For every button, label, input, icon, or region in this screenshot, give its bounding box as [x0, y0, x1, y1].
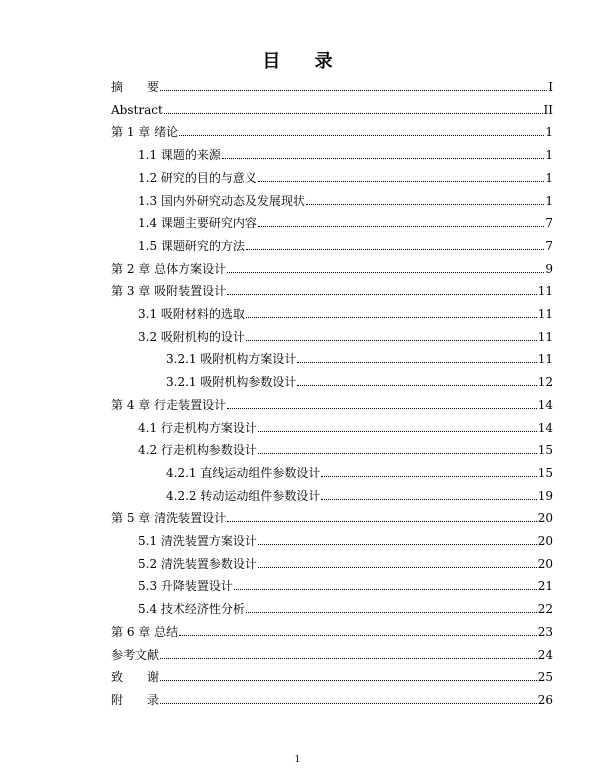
toc-entry[interactable] [166, 460, 553, 480]
toc-entry-title: 5.3 升降装置设计 [138, 579, 233, 594]
toc-entry[interactable] [111, 664, 553, 684]
toc-entry[interactable] [138, 551, 553, 571]
toc-entry-page: 11 [537, 307, 553, 321]
toc-entry[interactable] [166, 346, 553, 366]
toc-entry-title: 3.2 吸附机构的设计 [138, 329, 245, 344]
toc-entry-title: 第 4 章 行走装置设计 [111, 397, 227, 412]
toc-entry[interactable] [138, 165, 553, 185]
toc-entry-page: 1 [545, 193, 553, 208]
toc-entry[interactable] [138, 301, 553, 321]
toc-entry-page: 1 [545, 148, 553, 163]
toc-entry[interactable] [138, 596, 553, 616]
toc-leader-dots [306, 203, 544, 205]
toc-entry-title: 1.5 课题研究的方法 [138, 238, 245, 253]
toc-leader-dots [160, 89, 547, 91]
toc-entry-title: 4.2 行走机构参数设计 [138, 443, 257, 458]
toc-entry-title: 1.4 课题主要研究内容 [138, 216, 257, 231]
toc-leader-dots [258, 543, 537, 545]
toc-leader-dots [160, 702, 537, 704]
toc-entry[interactable] [111, 97, 553, 117]
toc-leader-dots [246, 316, 537, 318]
toc-leader-dots [246, 611, 537, 613]
toc-entry[interactable] [138, 415, 553, 435]
toc-entry-title: 3.1 吸附材料的选取 [138, 307, 245, 321]
toc-leader-dots [164, 112, 543, 114]
toc-leader-dots [222, 157, 544, 159]
toc-entry-page: 22 [537, 602, 553, 617]
page-number: 1 [294, 755, 301, 765]
toc-entry[interactable] [111, 505, 553, 525]
toc-entry-page: 26 [537, 692, 553, 707]
toc-entry-title: 5.4 技术经济性分析 [138, 602, 245, 617]
toc-entry-page: 11 [537, 284, 553, 299]
toc-entry[interactable] [138, 210, 553, 230]
toc-leader-dots [258, 430, 537, 432]
toc-entry-page: 24 [537, 647, 553, 662]
toc-entry-title: 附 录 [111, 692, 160, 707]
toc-entry[interactable] [111, 74, 553, 94]
toc-entry-title: 致 谢 [111, 670, 160, 685]
toc-leader-dots [227, 293, 537, 295]
toc-leader-dots [246, 339, 537, 341]
toc-entry-page: 7 [545, 216, 553, 231]
toc-entry-page: 7 [545, 238, 553, 253]
toc-leader-dots [179, 134, 544, 136]
toc-entry-title: 1.1 课题的来源 [138, 148, 221, 163]
toc-entry-page: 14 [537, 397, 553, 412]
toc-leader-dots [227, 520, 537, 522]
toc-entry-page: 9 [545, 261, 553, 276]
toc-entry-page: 14 [537, 420, 553, 435]
toc-leader-dots [246, 248, 544, 250]
toc-entry-title: 5.1 清洗装置方案设计 [138, 534, 257, 548]
toc-entry-page: 15 [537, 443, 553, 458]
toc-entry[interactable] [111, 119, 553, 139]
toc-entry-title: 摘 要 [111, 80, 160, 94]
toc-leader-dots [227, 271, 544, 273]
toc-entry[interactable] [111, 392, 553, 412]
toc-entry[interactable] [111, 278, 553, 298]
toc-leader-dots [297, 361, 536, 363]
toc-entry[interactable] [138, 142, 553, 162]
toc-entry-title: 3.2.1 吸附机构方案设计 [166, 352, 297, 367]
toc-entry-page: 20 [537, 556, 553, 571]
toc-entry[interactable] [166, 369, 553, 389]
toc-entry-title: 第 2 章 总体方案设计 [111, 261, 227, 276]
toc-leader-dots [160, 679, 537, 681]
toc-entry-title: Abstract [111, 102, 163, 117]
toc-entry-title: 1.3 国内外研究动态及发展现状 [138, 193, 305, 208]
toc-entry-page: 21 [537, 579, 553, 594]
toc-entry[interactable] [111, 687, 553, 707]
toc-entry-page: 20 [537, 511, 553, 526]
toc-leader-dots [160, 657, 537, 659]
toc-entry-page: 23 [537, 624, 553, 639]
toc-entry-title: 4.2.2 转动运动组件参数设计 [166, 488, 321, 503]
toc-entry-page: 1 [545, 125, 553, 140]
toc-leader-dots [258, 566, 537, 568]
toc-entry-page: 20 [537, 534, 553, 548]
toc-entry[interactable] [138, 324, 553, 344]
toc-leader-dots [227, 407, 537, 409]
toc-leader-dots [321, 498, 536, 500]
toc-entry-page: 1 [545, 170, 553, 185]
toc-entry-page: II [543, 102, 553, 117]
page-title: 目 录 [262, 51, 347, 72]
toc-entry-title: 第 6 章 总结 [111, 624, 179, 639]
toc-entry-title: 4.1 行走机构方案设计 [138, 420, 257, 435]
toc-entry[interactable] [138, 437, 553, 457]
toc-entry[interactable] [138, 573, 553, 593]
toc-entry-title: 参考文献 [111, 647, 160, 662]
toc-leader-dots [258, 180, 544, 182]
toc-entry[interactable] [138, 233, 553, 253]
toc-entry-title: 1.2 研究的目的与意义 [138, 170, 257, 185]
toc-leader-dots [321, 475, 536, 477]
toc-entry-page: I [548, 80, 553, 94]
toc-entry-title: 第 3 章 吸附装置设计 [111, 284, 227, 299]
toc-entry[interactable] [111, 256, 553, 276]
toc-leader-dots [179, 634, 537, 636]
toc-leader-dots [234, 588, 537, 590]
toc-entry[interactable] [138, 188, 553, 208]
toc-entry[interactable] [111, 619, 553, 639]
toc-leader-dots [297, 384, 536, 386]
toc-leader-dots [258, 452, 537, 454]
toc-entry-page: 15 [537, 465, 553, 480]
toc-entry[interactable] [111, 642, 553, 662]
toc-entry-page: 12 [537, 375, 553, 390]
toc-entry-page: 19 [537, 488, 553, 503]
toc-entry[interactable] [138, 528, 553, 548]
toc-entry-title: 5.2 清洗装置参数设计 [138, 556, 257, 571]
toc-entry-title: 4.2.1 直线运动组件参数设计 [166, 465, 321, 480]
toc-entry-title: 3.2.1 吸附机构参数设计 [166, 375, 297, 390]
toc-entry[interactable] [166, 483, 553, 503]
toc-entry-page: 11 [537, 329, 553, 344]
toc-entry-page: 25 [537, 670, 553, 685]
toc-leader-dots [258, 225, 544, 227]
toc-entry-title: 第 5 章 清洗装置设计 [111, 511, 227, 526]
toc-entry-page: 11 [537, 352, 553, 367]
toc-entry-title: 第 1 章 绪论 [111, 125, 179, 140]
